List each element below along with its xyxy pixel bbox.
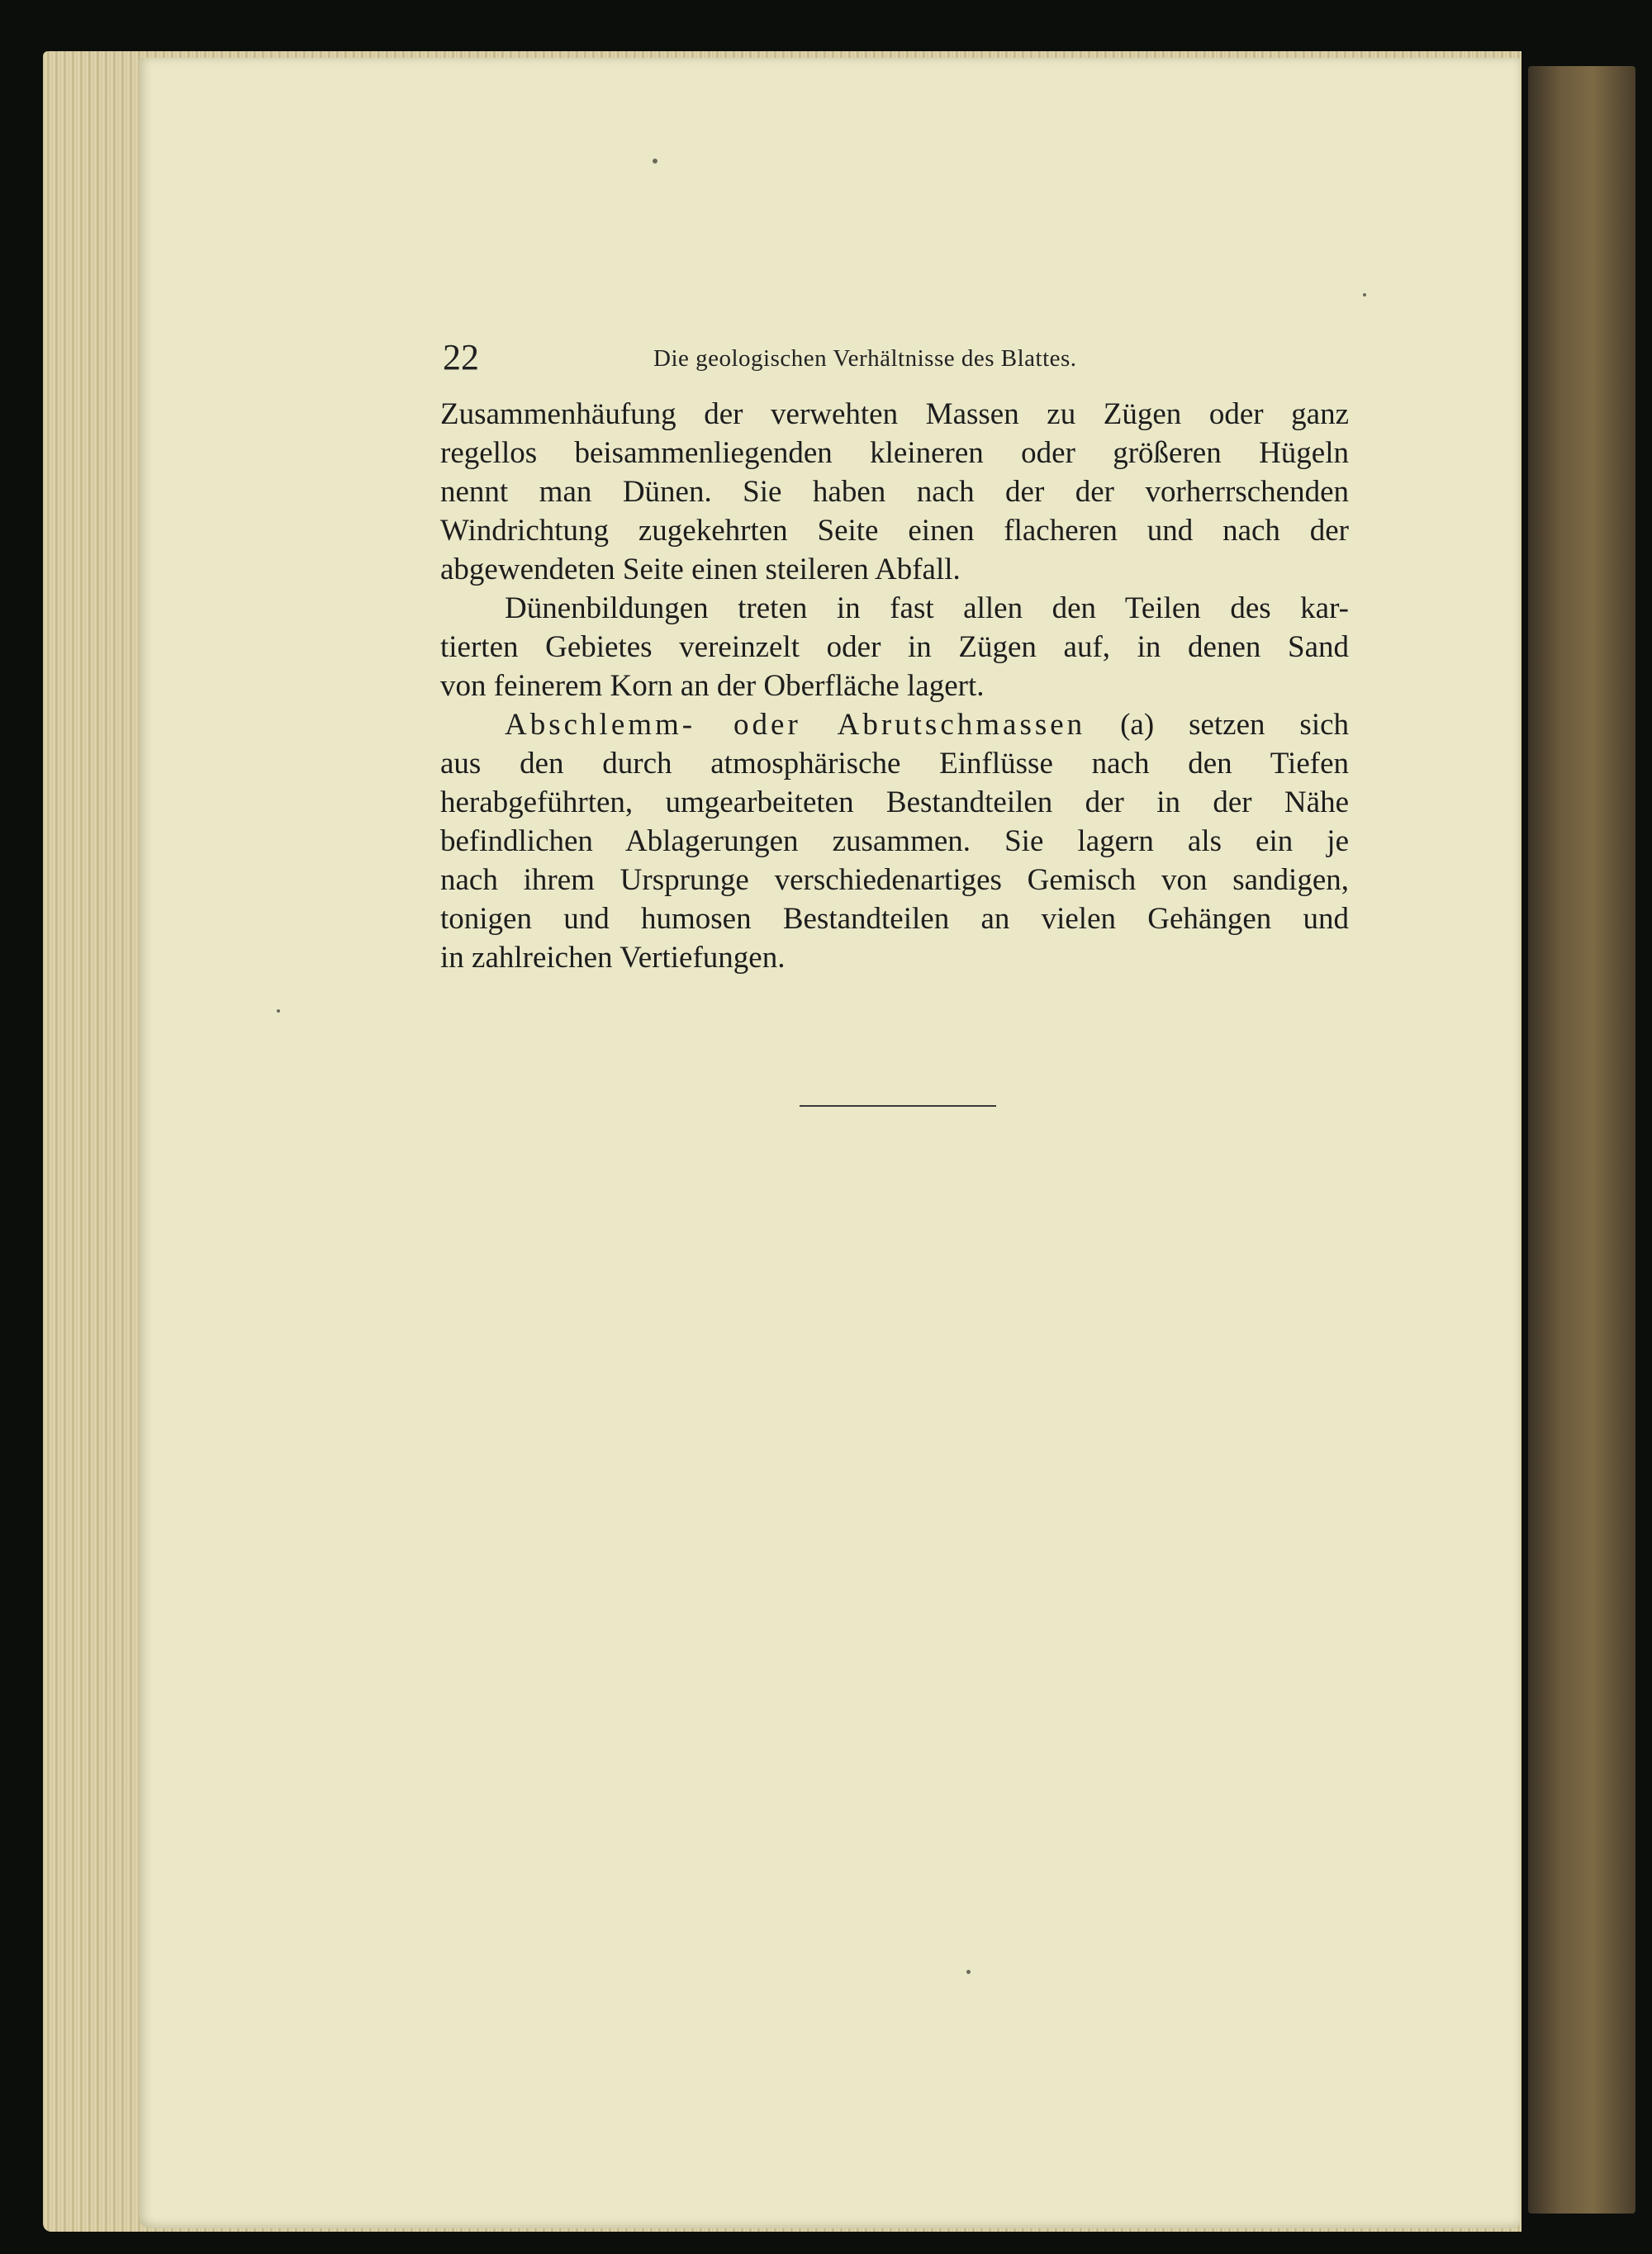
running-head: Die geologischen Verhältnisse des Blattes. — [653, 345, 1077, 372]
paragraph-3 — [440, 705, 1349, 977]
end-rule — [800, 1105, 996, 1107]
text-line: Windrichtung zugekehrten Seite einen flacheren und nach der — [440, 514, 1349, 548]
text-line: von feinerem Korn an der Oberfläche lagert. — [440, 669, 985, 703]
paragraph-1 — [440, 395, 1349, 589]
paper-speck — [1363, 293, 1366, 297]
page-number: 22 — [443, 337, 479, 377]
text-line: herabgeführten, umgearbeiteten Bestandteilen der in der Nähe — [440, 785, 1349, 819]
text-line: tierten Gebietes vereinzelt oder in Zügen auf, in denen Sand — [440, 630, 1349, 664]
page-header — [443, 329, 1351, 387]
text-line: Dünenbildungen treten in fast allen den Teilen des kar- — [505, 591, 1349, 625]
paper-speck — [653, 159, 657, 164]
spaced-term: Abschlemm- oder Abrutschmassen — [505, 708, 1086, 742]
text-line: befindlichen Ablagerungen zusammen. Sie lagern als ein je — [440, 824, 1349, 858]
text-line: nennt man Dünen. Sie haben nach der der vorherrschenden — [440, 475, 1349, 509]
text-line: aus den durch atmosphärische Einflüsse nach den Tiefen — [440, 747, 1349, 781]
facing-page-edge — [1528, 66, 1635, 2214]
body-text — [440, 395, 1349, 977]
text-line: regellos beisammenliegenden kleineren oder größeren Hügeln — [440, 436, 1349, 470]
text-line: in zahlreichen Vertiefungen. — [440, 941, 786, 975]
paper-speck — [966, 1970, 971, 1974]
text-line: tonigen und humosen Bestandteilen an vielen Gehängen und — [440, 902, 1349, 936]
text-line: Zusammenhäufung der verwehten Massen zu Zügen oder ganz — [440, 397, 1349, 431]
first-line-rest: setzen sich — [1189, 708, 1350, 742]
text-line: abgewendeten Seite einen steileren Abfall. — [440, 553, 961, 586]
text-line-first — [440, 705, 1349, 744]
map-symbol: (a) — [1120, 708, 1155, 742]
text-line: nach ihrem Ursprunge verschiedenartiges Gemisch von sandigen, — [440, 863, 1349, 897]
paper-speck — [277, 1009, 280, 1013]
paragraph-2 — [440, 589, 1349, 705]
